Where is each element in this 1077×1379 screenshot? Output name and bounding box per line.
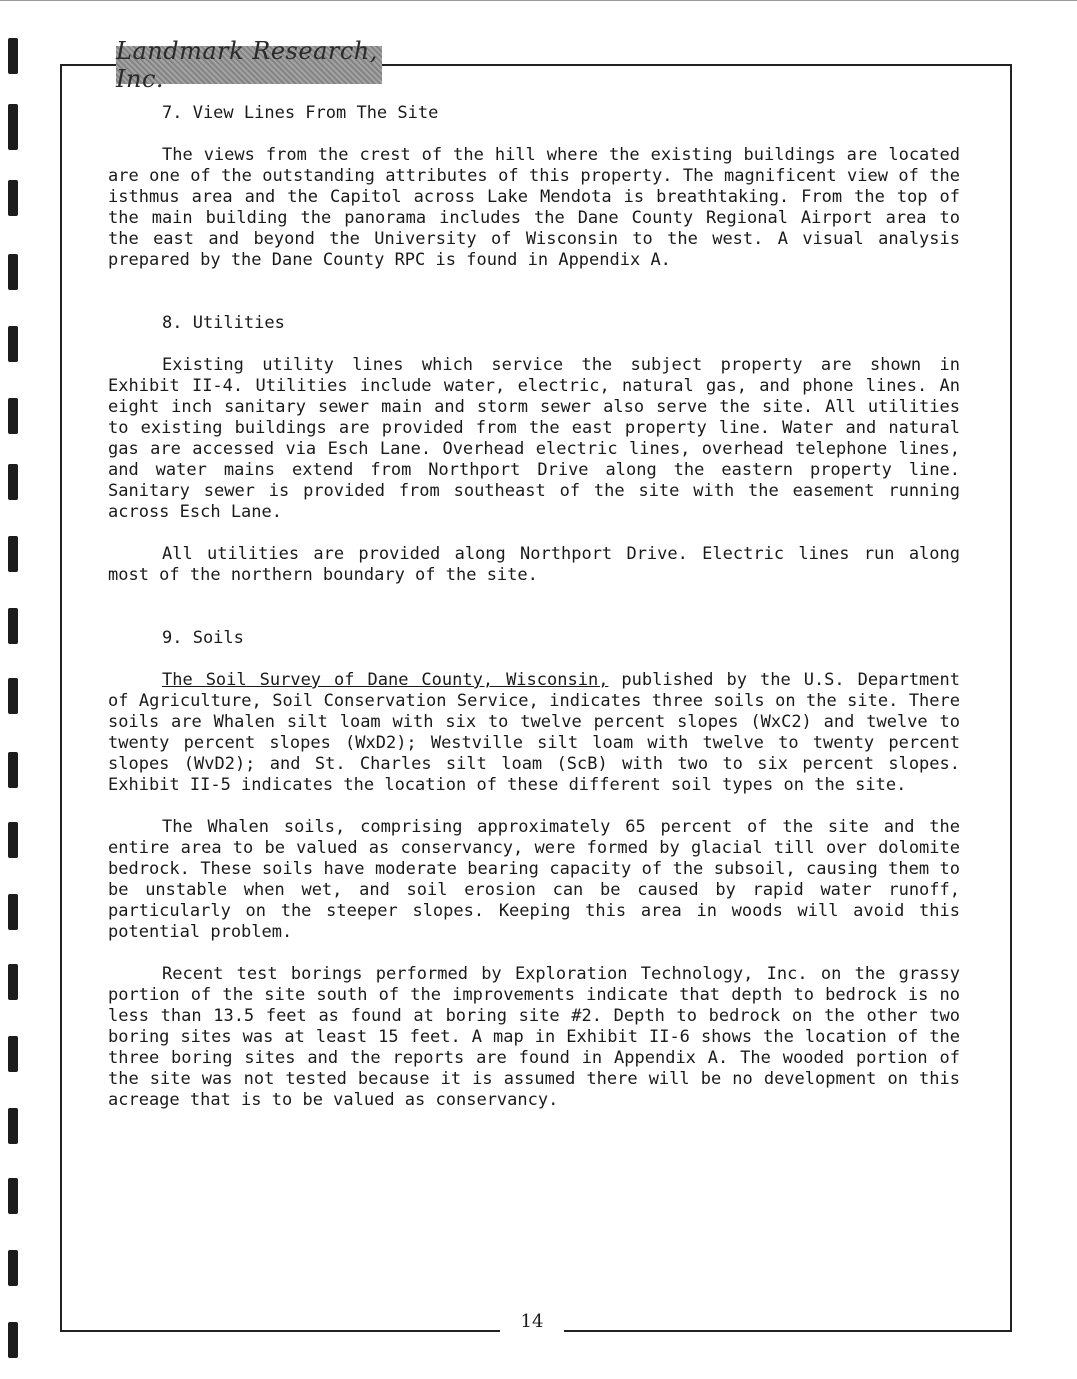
binding-hole <box>8 1250 18 1286</box>
binding-hole <box>8 326 18 362</box>
binding-hole <box>8 822 18 858</box>
binding-hole <box>8 104 18 150</box>
paragraph-soils-3: Recent test borings performed by Exploration Technology, Inc. on the grassy portion of the site south of the improvements indicate that depth to bedrock is no less than 13.5 feet as found at boring site #2. Depth to bedrock on the other two boring sites was at least 15 feet. A map in Exhibit II-6 shows the location of the three boring sites and the reports are found in Appendix A. The wooded portion of the site was not tested because it is assumed there will be no development on this acreage that is to be valued as conservancy. <box>108 964 960 1110</box>
binding-hole <box>8 1108 18 1144</box>
binding-hole <box>8 964 18 1000</box>
paragraph-utilities-2: All utilities are provided along Northport Drive. Electric lines run along most of the northern boundary of the site. <box>108 544 960 585</box>
paragraph-soils-1 <box>108 670 960 796</box>
spacer <box>108 586 960 628</box>
binding-hole <box>8 1036 18 1072</box>
company-logo: Landmark Research, Inc. <box>116 46 382 84</box>
section-heading-soils: 9. Soils <box>162 628 244 648</box>
spacer <box>108 943 960 964</box>
binding-hole <box>8 180 18 216</box>
binding-hole <box>8 38 18 74</box>
paragraph-soils-2: The Whalen soils, comprising approximately 65 percent of the site and the entire area to be valued as conservancy, were formed by glacial till over dolomite bedrock. These soils have moderate bearing capacity of the subsoil, causing them to be unstable when wet, and soil erosion can be caused by rapid water runoff, particularly on the steeper slopes. Keeping this area in woods will avoid this potential problem. <box>108 817 960 942</box>
binding-hole <box>8 894 18 930</box>
binding-hole <box>8 464 18 500</box>
soil-survey-title: The Soil Survey of Dane County, Wisconsin, <box>162 670 609 690</box>
binding-holes <box>0 0 34 1379</box>
binding-hole <box>8 398 18 434</box>
spacer <box>108 523 960 544</box>
binding-hole <box>8 1178 18 1214</box>
paragraph-view-lines: The views from the crest of the hill where the existing buildings are located are one of the outstanding attributes of this property. The magnificent view of the isthmus area and the Capitol across Lake Mendota is breathtaking. From the top of the main building the panorama includes the Dane County Regional Airport area to the east and beyond the University of Wisconsin to the west. A visual analysis prepared by the Dane County RPC is found in Appendix A. <box>108 145 960 270</box>
binding-hole <box>8 536 18 572</box>
paragraph-soils-1-text: published by the U.S. Department of Agriculture, Soil Conservation Service, indicates three soils on the site. There soils are Whalen silt loam with six to twelve percent slopes (WxC2) and twelve to twenty percent slopes (WxD2); Westville silt loam with twelve to twenty percent slopes (WvD2); and St. Charles silt loam (ScB) with two to six percent slopes. Exhibit II-5 indicates the location of these different soil types on the site. <box>108 670 960 795</box>
binding-hole <box>8 1322 18 1358</box>
page-number: 14 <box>500 1312 564 1340</box>
spacer <box>108 796 960 817</box>
binding-hole <box>8 678 18 714</box>
binding-hole <box>8 254 18 290</box>
paragraph-utilities-1: Existing utility lines which service the subject property are shown in Exhibit II-4. Utilities include water, electric, natural gas, and phone lines. An eight inch sanitary sewer main and storm sewer also serve the site. All utilities to existing buildings are provided from the east property line. Water and natural gas are accessed via Esch Lane. Overhead electric lines, overhead telephone lines, and water mains extend from Northport Drive along the eastern property line. Sanitary sewer is provided from southeast of the site with the easement running across Esch Lane. <box>108 355 960 522</box>
spacer <box>108 271 960 313</box>
binding-hole <box>8 608 18 644</box>
section-heading-utilities: 8. Utilities <box>162 313 285 333</box>
document-body <box>108 103 960 1111</box>
section-heading-view-lines: 7. View Lines From The Site <box>162 103 439 123</box>
page-top-edge <box>0 0 1077 1</box>
binding-hole <box>8 752 18 788</box>
